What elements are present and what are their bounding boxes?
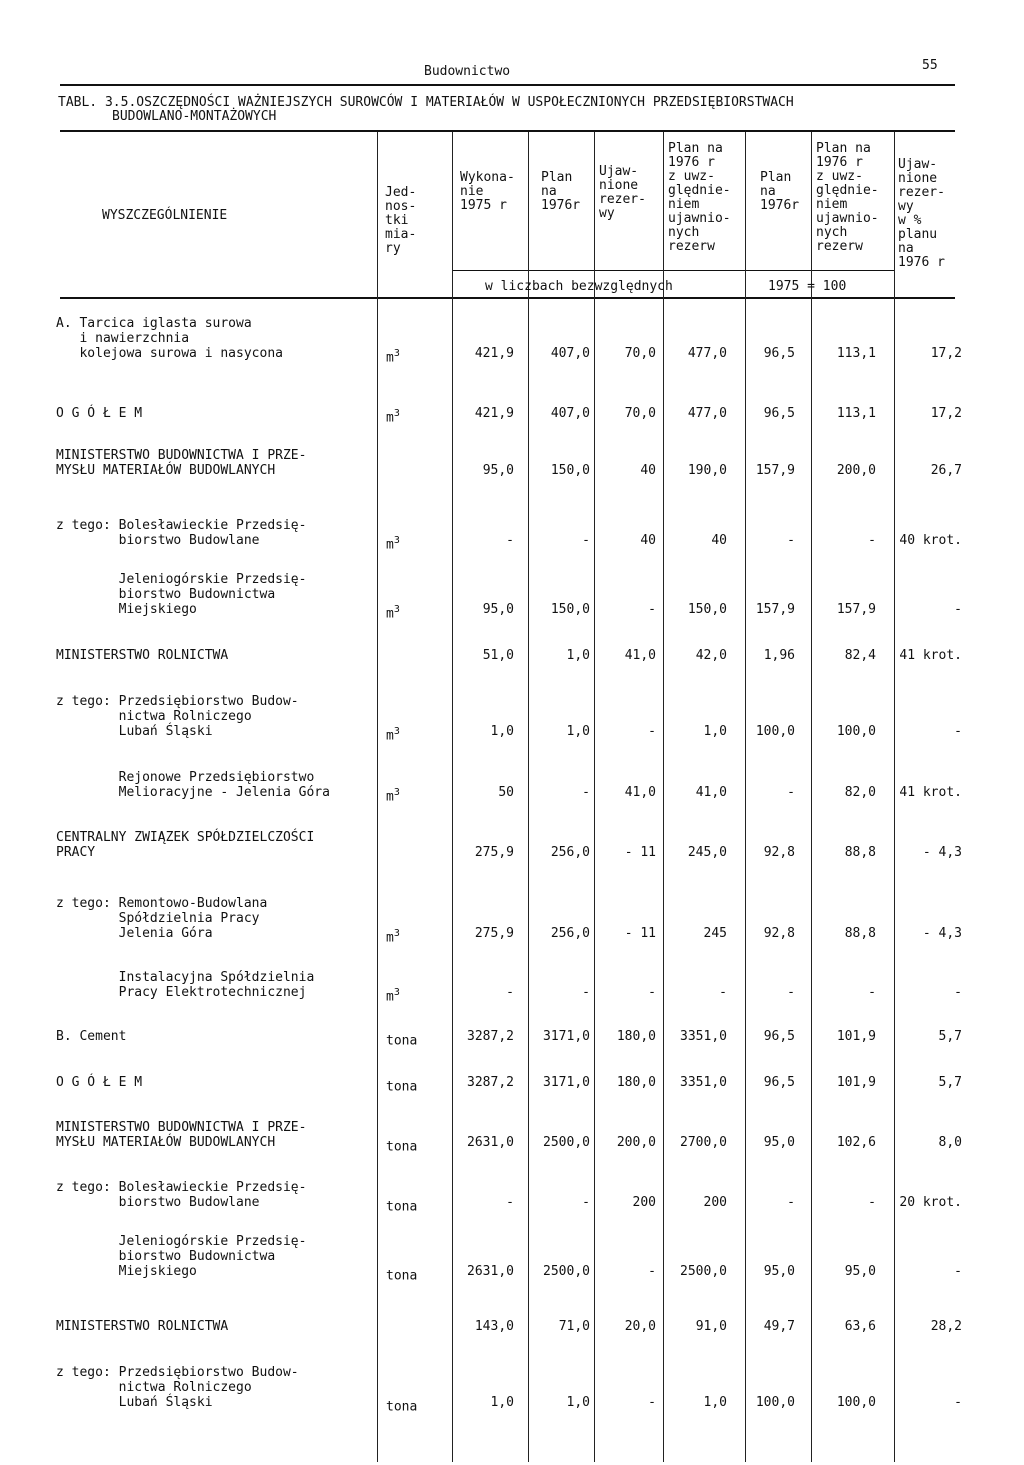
table-cell-c1: 275,9 [474,926,514,941]
table-cell-c7: 26,7 [930,463,962,478]
table-cell-c6: - [868,533,876,548]
table-cell-c2: 1,0 [566,648,590,663]
table-cell-c1: 2631,0 [467,1135,514,1150]
table-cell-c2: 1,0 [566,1395,590,1410]
row-label: z tego: Remontowo-Budowlana Spółdzielnia Pracy Jelenia Góra [56,896,268,941]
table-cell-c2: 1,0 [566,724,590,739]
table-cell-c4: 477,0 [687,406,727,421]
table-cell-c7: 28,2 [930,1319,962,1334]
table-cell-c1: 421,9 [474,406,514,421]
table-cell-c3: 180,0 [616,1075,656,1090]
table-cell-c4: 1,0 [703,1395,727,1410]
row-label: A. Tarcica iglasta surowa i nawierzchnia kolejowa surowa i nasycona [56,316,283,361]
table-cell-c5: 100,0 [755,724,795,739]
table-cell-c6: 88,8 [844,845,876,860]
table-cell-c3: 70,0 [624,406,656,421]
table-cell-c4: 245 [703,926,727,941]
table-cell-c3: - [648,602,656,617]
table-cell-c5: - [787,533,795,548]
table-cell-c2: 150,0 [550,602,590,617]
table-cell-c3: 40 [640,463,656,478]
table-cell-c6: 100,0 [836,1395,876,1410]
table-cell-c1: 95,0 [482,602,514,617]
header-bottom-rule [60,297,955,299]
table-cell-c1: 50 [498,785,514,800]
table-cell-c1: 275,9 [474,845,514,860]
running-title: Budownictwo [424,64,511,79]
table-cell-c5: 157,9 [755,463,795,478]
row-label: MINISTERSTWO ROLNICTWA [56,1319,229,1334]
row-unit: $m^3$ [386,604,400,622]
col-pct-header: Ujaw- nione rezer- wy w % planu na 1976 r [898,157,945,270]
table-cell-c5: 96,5 [763,346,795,361]
table-cell-c7: - 4,3 [922,845,962,860]
table-cell-c6: 63,6 [844,1319,876,1334]
row-unit: $m^3$ [386,928,400,946]
table-cell-c6: 102,6 [836,1135,876,1150]
unit-superscript: 3 [393,535,400,546]
table-cell-c4: 190,0 [687,463,727,478]
table-cell-c7: 20 krot. [899,1195,962,1210]
table-cell-c4: 3351,0 [680,1029,727,1044]
table-cell-c5: 100,0 [755,1395,795,1410]
header-mid-rule [452,270,894,271]
table-cell-c7: 41 krot. [899,785,962,800]
table-cell-c3: 70,0 [624,346,656,361]
table-cell-c4: - [719,985,727,1000]
table-cell-c1: - [506,985,514,1000]
row-label: O G Ó Ł E M [56,1075,143,1090]
table-cell-c1: 1,0 [490,1395,514,1410]
table-cell-c5: 1,96 [763,648,795,663]
table-cell-c2: 256,0 [550,845,590,860]
table-cell-c5: 95,0 [763,1264,795,1279]
table-cell-c3: - 11 [624,845,656,860]
table-cell-c6: - [868,985,876,1000]
table-cell-c7: 5,7 [938,1029,962,1044]
table-cell-c2: - [582,1195,590,1210]
table-cell-c6: - [868,1195,876,1210]
table-cell-c6: 100,0 [836,724,876,739]
row-label: Rejonowe Przedsiębiorstwo Melioracyjne - Jelenia Góra [118,770,330,800]
table-cell-c4: 2700,0 [680,1135,727,1150]
table-cell-c5: 157,9 [755,602,795,617]
table-cell-c5: - [787,785,795,800]
table-cell-c1: 3287,2 [467,1075,514,1090]
table-cell-c1: 3287,2 [467,1029,514,1044]
row-unit: tona [386,1268,418,1284]
table-cell-c2: - [582,985,590,1000]
table-cell-c7: 8,0 [938,1135,962,1150]
row-label: Jeleniogórskie Przedsię- biorstwo Budownictwa Miejskiego [118,1234,307,1279]
unit-superscript: 3 [393,987,400,998]
table-cell-c2: 150,0 [550,463,590,478]
row-unit: tona [386,1079,418,1095]
row-unit: $m^3$ [386,408,400,426]
table-cell-c7: 5,7 [938,1075,962,1090]
table-cell-c3: - [648,724,656,739]
table-cell-c5: 49,7 [763,1319,795,1334]
row-unit: tona [386,1199,418,1215]
row-label: O G Ó Ł E M [56,406,143,421]
table-cell-c2: 407,0 [550,346,590,361]
table-cell-c7: 17,2 [930,346,962,361]
table-cell-c4: 3351,0 [680,1075,727,1090]
table-cell-c6: 82,0 [844,785,876,800]
col-exec-header: Wykona- nie 1975 r [460,170,515,213]
col-plan-header: Plan na 1976r [541,170,581,213]
table-cell-c7: - [954,985,962,1000]
col-name-header: WYSZCZEGÓLNIENIE [102,208,228,223]
table-cell-c3: 41,0 [624,785,656,800]
table-cell-c1: - [506,1195,514,1210]
page-number: 55 [922,58,938,73]
table-cell-c1: 95,0 [482,463,514,478]
table-cell-c2: 2500,0 [543,1135,590,1150]
table-cell-c5: - [787,985,795,1000]
table-cell-c5: 96,5 [763,1075,795,1090]
table-cell-c3: - [648,985,656,1000]
table-cell-c4: 1,0 [703,724,727,739]
row-unit: tona [386,1033,418,1049]
abs-values-note: w liczbach bezwzględnych [485,279,673,294]
unit-superscript: 3 [393,726,400,737]
table-cell-c7: 40 krot. [899,533,962,548]
table-cell-c3: 41,0 [624,648,656,663]
table-cell-c2: 3171,0 [543,1029,590,1044]
table-cell-c4: 200 [703,1195,727,1210]
table-cell-c1: 421,9 [474,346,514,361]
table-cell-c3: - 11 [624,926,656,941]
table-cell-c3: - [648,1395,656,1410]
table-cell-c2: - [582,785,590,800]
table-cell-c7: 17,2 [930,406,962,421]
table-cell-c1: 2631,0 [467,1264,514,1279]
row-label: z tego: Bolesławieckie Przedsię- biorstwo Budowlane [56,1180,307,1210]
row-label: MINISTERSTWO BUDOWNICTWA I PRZE- MYSŁU MATERIAŁÓW BUDOWLANYCH [56,1120,307,1150]
table-cell-c6: 101,9 [836,1075,876,1090]
row-unit: $m^3$ [386,348,400,366]
table-cell-c7: - [954,602,962,617]
unit-superscript: 3 [393,928,400,939]
table-cell-c2: 407,0 [550,406,590,421]
table-cell-c3: 200 [632,1195,656,1210]
table-cell-c5: 95,0 [763,1135,795,1150]
table-cell-c5: 92,8 [763,845,795,860]
col-plan-incl-header: Plan na 1976 r z uwz- ględnie- niem ujawnio- nych rezerw [668,141,731,254]
row-label: z tego: Bolesławieckie Przedsię- biorstwo Budowlane [56,518,307,548]
table-cell-c2: 3171,0 [543,1075,590,1090]
table-cell-c6: 113,1 [836,346,876,361]
table-cell-c1: 51,0 [482,648,514,663]
row-label: CENTRALNY ZWIĄZEK SPÓŁDZIELCZOŚCI PRACY [56,830,315,860]
table-cell-c1: - [506,533,514,548]
table-cell-c7: - [954,1264,962,1279]
table-cell-c5: 92,8 [763,926,795,941]
col-plan-idx-header: Plan na 1976r [760,170,800,213]
table-cell-c6: 113,1 [836,406,876,421]
index-note: 1975 = 100 [768,279,847,294]
table-cell-c4: 40 [711,533,727,548]
table-cell-c3: 40 [640,533,656,548]
row-unit: tona [386,1139,418,1155]
unit-superscript: 3 [393,604,400,615]
table-cell-c5: 96,5 [763,1029,795,1044]
table-cell-c6: 95,0 [844,1264,876,1279]
row-label: z tego: Przedsiębiorstwo Budow- nictwa Rolniczego Lubań Śląski [56,694,299,739]
table-cell-c3: 180,0 [616,1029,656,1044]
row-unit: $m^3$ [386,726,400,744]
row-label: z tego: Przedsiębiorstwo Budow- nictwa Rolniczego Lubań Śląski [56,1365,299,1410]
table-cell-c7: - [954,1395,962,1410]
table-cell-c4: 2500,0 [680,1264,727,1279]
row-label: Jeleniogórskie Przedsię- biorstwo Budownictwa Miejskiego [118,572,307,617]
table-cell-c5: - [787,1195,795,1210]
table-cell-c2: 71,0 [558,1319,590,1334]
row-label: B. Cement [56,1029,127,1044]
header-top-rule [60,130,955,132]
table-cell-c4: 150,0 [687,602,727,617]
table-cell-c6: 88,8 [844,926,876,941]
table-cell-c7: 41 krot. [899,648,962,663]
row-unit: $m^3$ [386,787,400,805]
table-cell-c6: 157,9 [836,602,876,617]
table-cell-c1: 1,0 [490,724,514,739]
row-label: Instalacyjna Spółdzielnia Pracy Elektrotechnicznej [118,970,315,1000]
table-cell-c2: - [582,533,590,548]
table-cell-c6: 101,9 [836,1029,876,1044]
table-cell-c4: 477,0 [687,346,727,361]
row-label: MINISTERSTWO BUDOWNICTWA I PRZE- MYSŁU MATERIAŁÓW BUDOWLANYCH [56,448,307,478]
table-cell-c2: 2500,0 [543,1264,590,1279]
table-cell-c3: 200,0 [616,1135,656,1150]
table-cell-c4: 91,0 [695,1319,727,1334]
row-unit: tona [386,1399,418,1415]
row-unit: $m^3$ [386,535,400,553]
table-caption-line2: BUDOWLANO-MONTAŻOWYCH [112,109,277,124]
table-cell-c1: 143,0 [474,1319,514,1334]
col-plan-incl-idx-header: Plan na 1976 r z uwz- ględnie- niem ujawnio- nych rezerw [816,141,879,254]
table-cell-c6: 200,0 [836,463,876,478]
table-cell-c4: 42,0 [695,648,727,663]
table-cell-c2: 256,0 [550,926,590,941]
row-unit: $m^3$ [386,987,400,1005]
unit-superscript: 3 [393,348,400,359]
table-caption-line1: TABL. 3.5.OSZCZĘDNOŚCI WAŻNIEJSZYCH SUROWCÓW I MATERIAŁÓW W USPOŁECZNIONYCH PRZEDSIĘBIORSTWACH [58,95,794,110]
row-label: MINISTERSTWO ROLNICTWA [56,648,229,663]
top-rule [60,84,955,86]
col-unit-header: Jed- nos- tki mia- ry [385,185,417,256]
table-cell-c7: - 4,3 [922,926,962,941]
col-reserves-header: Ujaw- nione rezer- wy [599,164,646,221]
unit-superscript: 3 [393,408,400,419]
table-cell-c5: 96,5 [763,406,795,421]
unit-superscript: 3 [393,787,400,798]
table-cell-c3: - [648,1264,656,1279]
table-cell-c4: 245,0 [687,845,727,860]
table-cell-c4: 41,0 [695,785,727,800]
table-cell-c7: - [954,724,962,739]
table-cell-c6: 82,4 [844,648,876,663]
table-cell-c3: 20,0 [624,1319,656,1334]
